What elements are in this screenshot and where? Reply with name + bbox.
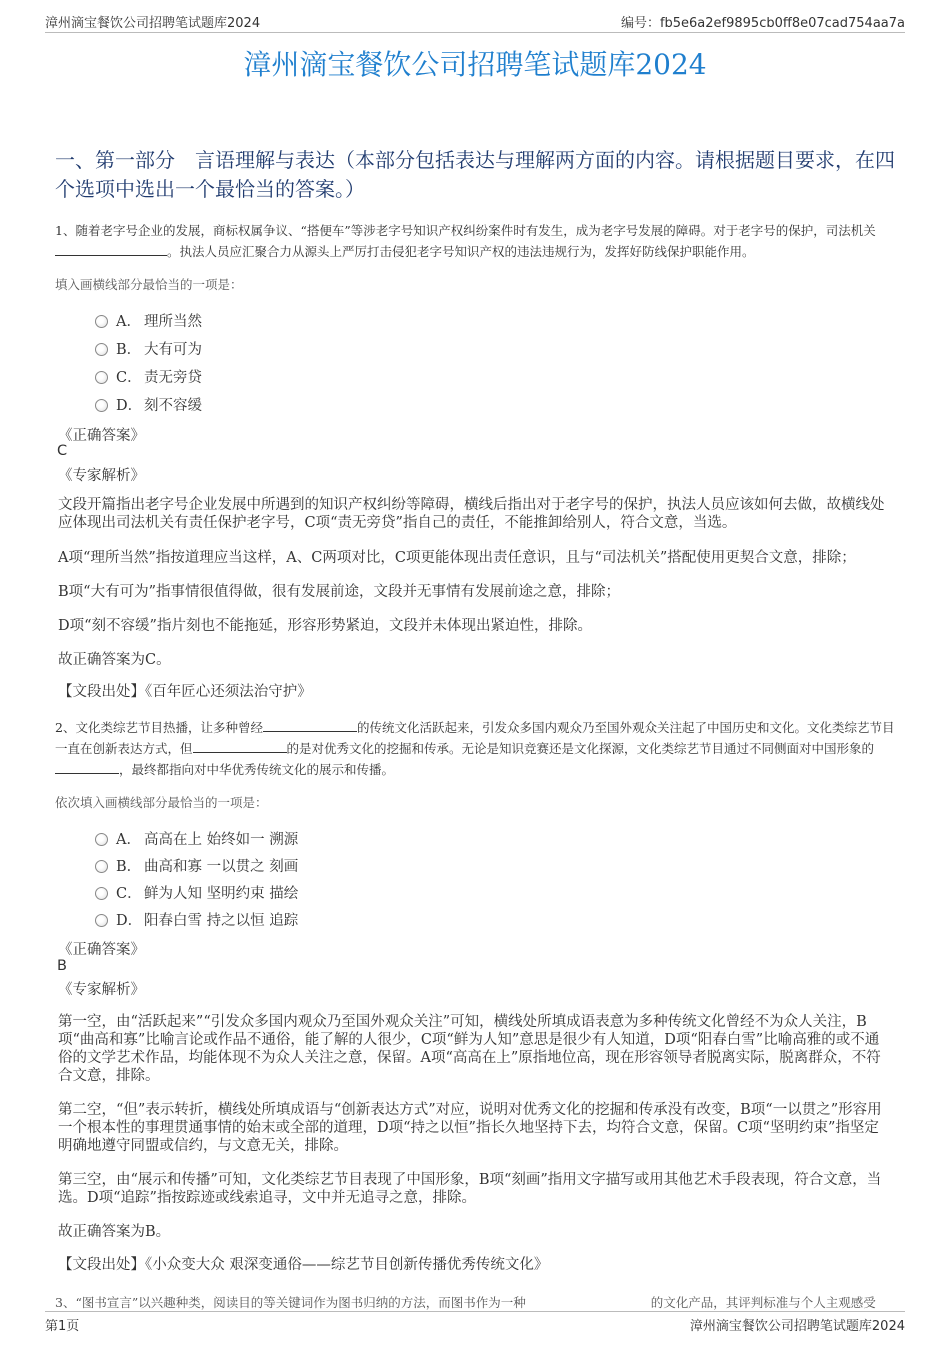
question-2-analysis-label: 《专家解析》 bbox=[58, 982, 145, 998]
question-1-source: 【文段出处】《百年匠心还须法治守护》 bbox=[58, 684, 312, 700]
radio-icon[interactable] bbox=[95, 833, 108, 846]
option-text: 大有可为 bbox=[144, 342, 202, 358]
header-left-title: 漳州滴宝餐饮公司招聘笔试题库2024 bbox=[45, 16, 261, 31]
option-text: 理所当然 bbox=[144, 314, 202, 330]
radio-icon[interactable] bbox=[95, 399, 108, 412]
question-1-stem-part-a: 1、随着老字号企业的发展，商标权属争议、“搭便车”等涉老字号知识产权纠纷案件时有发生，成为老字号发展的障碍。对于老字号的保护，司法机关 bbox=[55, 223, 876, 238]
option-letter: A． bbox=[116, 314, 141, 330]
question-1-stem bbox=[55, 220, 895, 262]
question-2-source: 【文段出处】《小众变大众 艰深变通俗——综艺节目创新传播优秀传统文化》 bbox=[58, 1257, 549, 1273]
question-1-prompt: 填入画横线部分最恰当的一项是： bbox=[55, 277, 243, 292]
question-2-analysis-paragraph: 第一空，由“活跃起来”“引发众多国内观众乃至国外观众关注”可知，横线处所填成语表意为多种传统文化曾经不为众人关注，B项“曲高和寡”比喻言论或作品不通俗，能了解的人很少，C项“鲜为人知”意思是很少有人知道，D项“阳春白雪”比喻高雅的或不通俗的文学艺术作品，均能体现不为众人关注之意，保留。A项“高高在上”原指地位高，现在形容领导者脱离实际，脱离群众，不符合文意，排除。 bbox=[58, 1014, 881, 1084]
question-3-stem-cutoff: 3、“图书宣言”以兴趣种类，阅读目的等关键词作为图书归纳的方法，而图书作为一种 的文化产品，其评判标准与个人主观感受 bbox=[55, 1295, 876, 1310]
radio-icon[interactable] bbox=[95, 371, 108, 384]
question-2-answer-label: 《正确答案》 bbox=[58, 942, 145, 958]
radio-icon[interactable] bbox=[95, 860, 108, 873]
question-2-stem-part-d: ，最终都指向对中华优秀传统文化的展示和传播。 bbox=[119, 762, 395, 777]
question-1-analysis-paragraph: B项“大有可为”指事情很值得做，很有发展前途，文段并无事情有发展前途之意，排除； bbox=[58, 584, 620, 600]
option-text: 刻不容缓 bbox=[144, 398, 202, 414]
question-2-option-a[interactable] bbox=[95, 828, 298, 849]
question-2-analysis-paragraph: 第三空，由“展示和传播”可知，文化类综艺节目表现了中国形象，B项“刻画”指用文字描写或用其他艺术手段表现，符合文意，当选。D项“追踪”指按踪迹或线索追寻，文中并无追寻之意，排除。 bbox=[58, 1172, 882, 1206]
question-1-answer: C bbox=[57, 443, 68, 459]
page-number: 第1页 bbox=[45, 1319, 80, 1334]
question-2-prompt: 依次填入画横线部分最恰当的一项是： bbox=[55, 795, 268, 810]
question-1-analysis-paragraph: 文段开篇指出老字号企业发展中所遇到的知识产权纠纷等障碍，横线后指出对于老字号的保护，执法人员应该如何去做，故横线处应体现出司法机关有责任保护老字号，C项“责无旁贷”指自己的责任，不能推卸给别人，符合文意，当选。 bbox=[58, 497, 885, 531]
question-2-stem-part-c: 的是对优秀文化的挖掘和传承。无论是知识竞赛还是文化探源，文化类综艺节目通过不同侧面对中国形象的 bbox=[286, 741, 875, 756]
option-letter: B． bbox=[116, 342, 142, 358]
radio-icon[interactable] bbox=[95, 914, 108, 927]
question-2-stem bbox=[55, 717, 895, 780]
question-2-stem-part-a: 2、文化类综艺节目热播，让多种曾经 bbox=[55, 720, 263, 735]
question-2-option-d[interactable] bbox=[95, 909, 298, 930]
question-2-option-b[interactable] bbox=[95, 855, 298, 876]
option-letter: C． bbox=[116, 370, 142, 386]
footer-title: 漳州滴宝餐饮公司招聘笔试题库2024 bbox=[689, 1319, 905, 1334]
header-divider bbox=[45, 32, 905, 33]
option-text: 曲高和寡 一以贯之 刻画 bbox=[144, 859, 299, 875]
fill-blank bbox=[193, 740, 287, 753]
option-text: 阳春白雪 持之以恒 追踪 bbox=[144, 913, 299, 929]
option-letter: B． bbox=[116, 859, 142, 875]
footer-divider bbox=[45, 1311, 905, 1312]
question-1-analysis-label: 《专家解析》 bbox=[58, 468, 145, 484]
question-1-analysis-paragraph: A项“理所当然”指按道理应当这样，A、C两项对比，C项更能体现出责任意识，且与“司法机关”搭配使用更契合文意，排除； bbox=[58, 550, 856, 566]
option-letter: D． bbox=[116, 398, 143, 414]
fill-blank bbox=[55, 243, 167, 256]
question-2-stem-part-b: 的传统文化活跃起来，引发众多国内观众乃至国外观众关注起了中国历史和文化。文化类综艺节目一直在创新表达方式，但 bbox=[55, 720, 895, 756]
question-1-option-a[interactable] bbox=[95, 310, 202, 331]
question-1-option-c[interactable] bbox=[95, 366, 202, 387]
page-title: 漳州滴宝餐饮公司招聘笔试题库2024 bbox=[243, 48, 707, 81]
header-document-id: 编号：fb5e6a2ef9895cb0ff8e07cad754aa7a bbox=[620, 16, 905, 31]
radio-icon[interactable] bbox=[95, 887, 108, 900]
option-letter: A． bbox=[116, 832, 141, 848]
question-1-stem-part-b: 。执法人员应汇聚合力从源头上严厉打击侵犯老字号知识产权的违法违规行为，发挥好防线保护职能作用。 bbox=[167, 244, 755, 259]
fill-blank bbox=[55, 761, 119, 774]
option-text: 责无旁贷 bbox=[144, 370, 202, 386]
question-1-conclusion: 故正确答案为C。 bbox=[58, 652, 171, 668]
fill-blank bbox=[263, 719, 357, 732]
option-letter: C． bbox=[116, 886, 142, 902]
option-text: 鲜为人知 坚明约束 描绘 bbox=[144, 886, 299, 902]
radio-icon[interactable] bbox=[95, 343, 108, 356]
question-1-answer-label: 《正确答案》 bbox=[58, 428, 145, 444]
question-2-analysis-paragraph: 第二空，“但”表示转折，横线处所填成语与“创新表达方式”对应，说明对优秀文化的挖掘和传承没有改变，B项“一以贯之”形容用一个根本性的事理贯通事情的始末或全部的道理，D项“持之以恒”指长久地坚持下去，均符合文意，保留。C项“坚明约束”指坚定明确地遵守同盟或信约，与文意无关，排除。 bbox=[58, 1102, 882, 1154]
option-letter: D． bbox=[116, 913, 143, 929]
question-2-answer: B bbox=[57, 958, 67, 974]
section-heading: 一、第一部分 言语理解与表达（本部分包括表达与理解两方面的内容。请根据题目要求，在四个选项中选出一个最恰当的答案。） bbox=[55, 148, 895, 201]
question-1-option-d[interactable] bbox=[95, 394, 202, 415]
radio-icon[interactable] bbox=[95, 315, 108, 328]
option-text: 高高在上 始终如一 溯源 bbox=[144, 832, 299, 848]
question-2-option-c[interactable] bbox=[95, 882, 298, 903]
question-2-conclusion: 故正确答案为B。 bbox=[58, 1224, 171, 1240]
question-1-option-b[interactable] bbox=[95, 338, 202, 359]
question-1-analysis-paragraph: D项“刻不容缓”指片刻也不能拖延，形容形势紧迫，文段并未体现出紧迫性，排除。 bbox=[58, 618, 592, 634]
